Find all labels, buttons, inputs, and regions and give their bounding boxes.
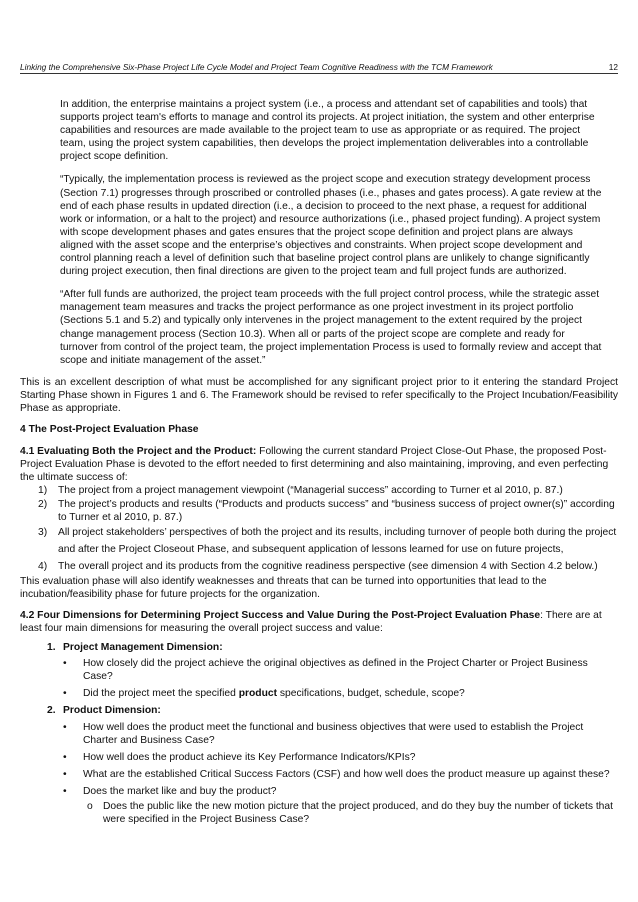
subsection-4-2-intro bbox=[20, 609, 618, 635]
bullet-icon: • bbox=[63, 658, 67, 670]
sub-bullet-list bbox=[83, 800, 618, 826]
bullet-list bbox=[63, 721, 618, 827]
list-item bbox=[20, 484, 618, 497]
bullet-icon: • bbox=[63, 688, 67, 700]
bullet-text: Does the market like and buy the product? bbox=[83, 785, 277, 797]
list-item bbox=[20, 524, 618, 558]
list-item-text: The project from a project management viewpoint (“Managerial success” according to Turner et al 2010, p. 87.) bbox=[58, 485, 563, 497]
bullet-text: How closely did the project achieve the original objectives as defined in the Project Charter or Project Business Case? bbox=[83, 658, 588, 683]
bullet-list bbox=[63, 657, 618, 700]
bullet-icon: • bbox=[63, 721, 67, 733]
dimension-number: 2. bbox=[47, 705, 56, 717]
list-item-text: All project stakeholders’ perspectives of both the project and its results, including turnover of people both during the project and after the Project Closeout Phase, and subsequent application of lessons learned for use on future projects, bbox=[58, 526, 617, 555]
bullet-item bbox=[63, 768, 618, 781]
page-number: 12 bbox=[608, 62, 618, 72]
bullet-text-bold: product bbox=[238, 688, 278, 700]
bullet-text: What are the established Critical Success Factors (CSF) and how well does the product measure up against these? bbox=[83, 768, 610, 780]
dimension-title: Project Management Dimension: bbox=[63, 642, 223, 654]
evaluation-paragraph: This evaluation phase will also identify weaknesses and threats that can be turned into opportunities that lead to the incubation/feasibility phase for future projects for the organization. bbox=[20, 575, 547, 600]
list-item bbox=[20, 558, 618, 575]
sub-bullet-text: Does the public like the new motion picture that the project produced, and do they buy the number of tickets that were specified in the Project Business Case? bbox=[103, 801, 613, 826]
bullet-item bbox=[63, 687, 618, 700]
bullet-item bbox=[63, 721, 618, 747]
dimension-item bbox=[20, 641, 618, 700]
subsection-4-1-text: Following the current standard Project Close-Out Phase, the proposed Post-Project Evaluation Phase is devoted to the effort needed to first determining and also maintaining, improving, and even perfecting the ultimate success of: bbox=[20, 446, 609, 484]
section-heading: 4 The Post-Project Evaluation Phase bbox=[20, 424, 199, 436]
list-item-text: The overall project and its products from the cognitive readiness perspective (see dimension 4 with Section 4.2 below.) bbox=[58, 560, 598, 572]
list-item bbox=[20, 498, 618, 524]
subsection-4-1-heading: 4.1 Evaluating Both the Project and the Product: bbox=[20, 446, 257, 458]
bullet-icon: • bbox=[63, 751, 67, 763]
bullet-text-post: specifications, budget, schedule, scope? bbox=[277, 688, 465, 700]
dimension-item bbox=[20, 704, 618, 826]
bullet-item bbox=[63, 657, 618, 683]
page-body bbox=[20, 98, 618, 830]
quote-paragraph-1: In addition, the enterprise maintains a project system (i.e., a process and attendant set of capabilities and tools) that supports project team's efforts to manage and control its projects. At project initiation, the system and other enterprise capabilities and resources are made available to the project team to use as appropriate or as required. The project team, using the project system capabilities, then develops the project implementation deliverables into a controllable project scope definition. bbox=[60, 99, 595, 163]
success-list bbox=[20, 484, 618, 574]
bullet-item bbox=[63, 785, 618, 826]
list-item-text: The project’s products and results (“Products and products success” and “business success of project owner(s)” according to Turner et al 2010, p. 87.) bbox=[58, 498, 615, 523]
sub-bullet-item bbox=[83, 800, 618, 826]
header-title: Linking the Comprehensive Six-Phase Project Life Cycle Model and Project Team Cognitive Readiness with the TCM Framework bbox=[20, 62, 493, 72]
quote-paragraph-2: “Typically, the implementation process is reviewed as the project scope and execution strategy development process (Section 7.1) progresses through proscribed or controlled phases (i.e., phases and gates process). A gate review at the end of each phase results in updated direction (i.e., a decision to proceed to the next phase, a request for additional work or information, or a halt to the project) and resource authorizations (i.e., phased project funding). A project system with scope development phases and gates ensures that the project scope definition and project plans are always aligned with the asset scope and the enterprise’s objectives and constraints. When project scope development and control planning reach a level of definition such that baseline project control plans are unlikely to change significantly during project execution, then final directions are given to the project team and full project funds are authorized. bbox=[60, 174, 602, 278]
bullet-text: How well does the product meet the functional and business objectives that were used to establish the Project Charter and Business Case? bbox=[83, 721, 584, 746]
list-number: 4) bbox=[38, 560, 48, 572]
dimension-number: 1. bbox=[47, 642, 56, 654]
list-number: 1) bbox=[38, 485, 48, 497]
bullet-icon: • bbox=[63, 768, 67, 780]
subsection-4-2-text: : There are at least four main dimensions for measuring the overall project success and value: bbox=[20, 609, 602, 634]
bullet-text-pre: Did the project meet the specified bbox=[83, 688, 239, 700]
bullet-icon: • bbox=[63, 785, 67, 797]
commentary-paragraph: This is an excellent description of what must be accomplished for any significant project prior to it entering the standard Project Starting Phase shown in Figures 1 and 6. The Framework should be revised to refer specifically to the Project Incubation/Feasibility Phase as appropriate. bbox=[20, 376, 618, 414]
dimension-title: Product Dimension: bbox=[63, 705, 161, 717]
subsection-4-1-intro bbox=[20, 445, 618, 484]
list-number: 3) bbox=[38, 526, 48, 538]
quote-paragraph-3: “After full funds are authorized, the project team proceeds with the full project control process, while the strategic asset management team measures and tracks the project performance as one project investment in its project portfolio (Sections 5.1 and 5.2) and typically only intervenes in the project management to the extent required by the project change management process (Section 10.3). When all or parts of the project scope are complete and ready for turnover from control of the project team, the project implementation Process is used to formally review and accept that scope and initiate management of the asset.” bbox=[60, 289, 602, 366]
sub-bullet-icon: o bbox=[87, 801, 93, 813]
subsection-4-2-heading: 4.2 Four Dimensions for Determining Project Success and Value During the Post-Project Evaluation Phase bbox=[20, 609, 541, 621]
bullet-item bbox=[63, 751, 618, 764]
running-header bbox=[20, 58, 618, 74]
dimensions-list bbox=[20, 641, 618, 826]
bullet-text: How well does the product achieve its Key Performance Indicators/KPIs? bbox=[83, 751, 416, 763]
list-number: 2) bbox=[38, 498, 48, 510]
